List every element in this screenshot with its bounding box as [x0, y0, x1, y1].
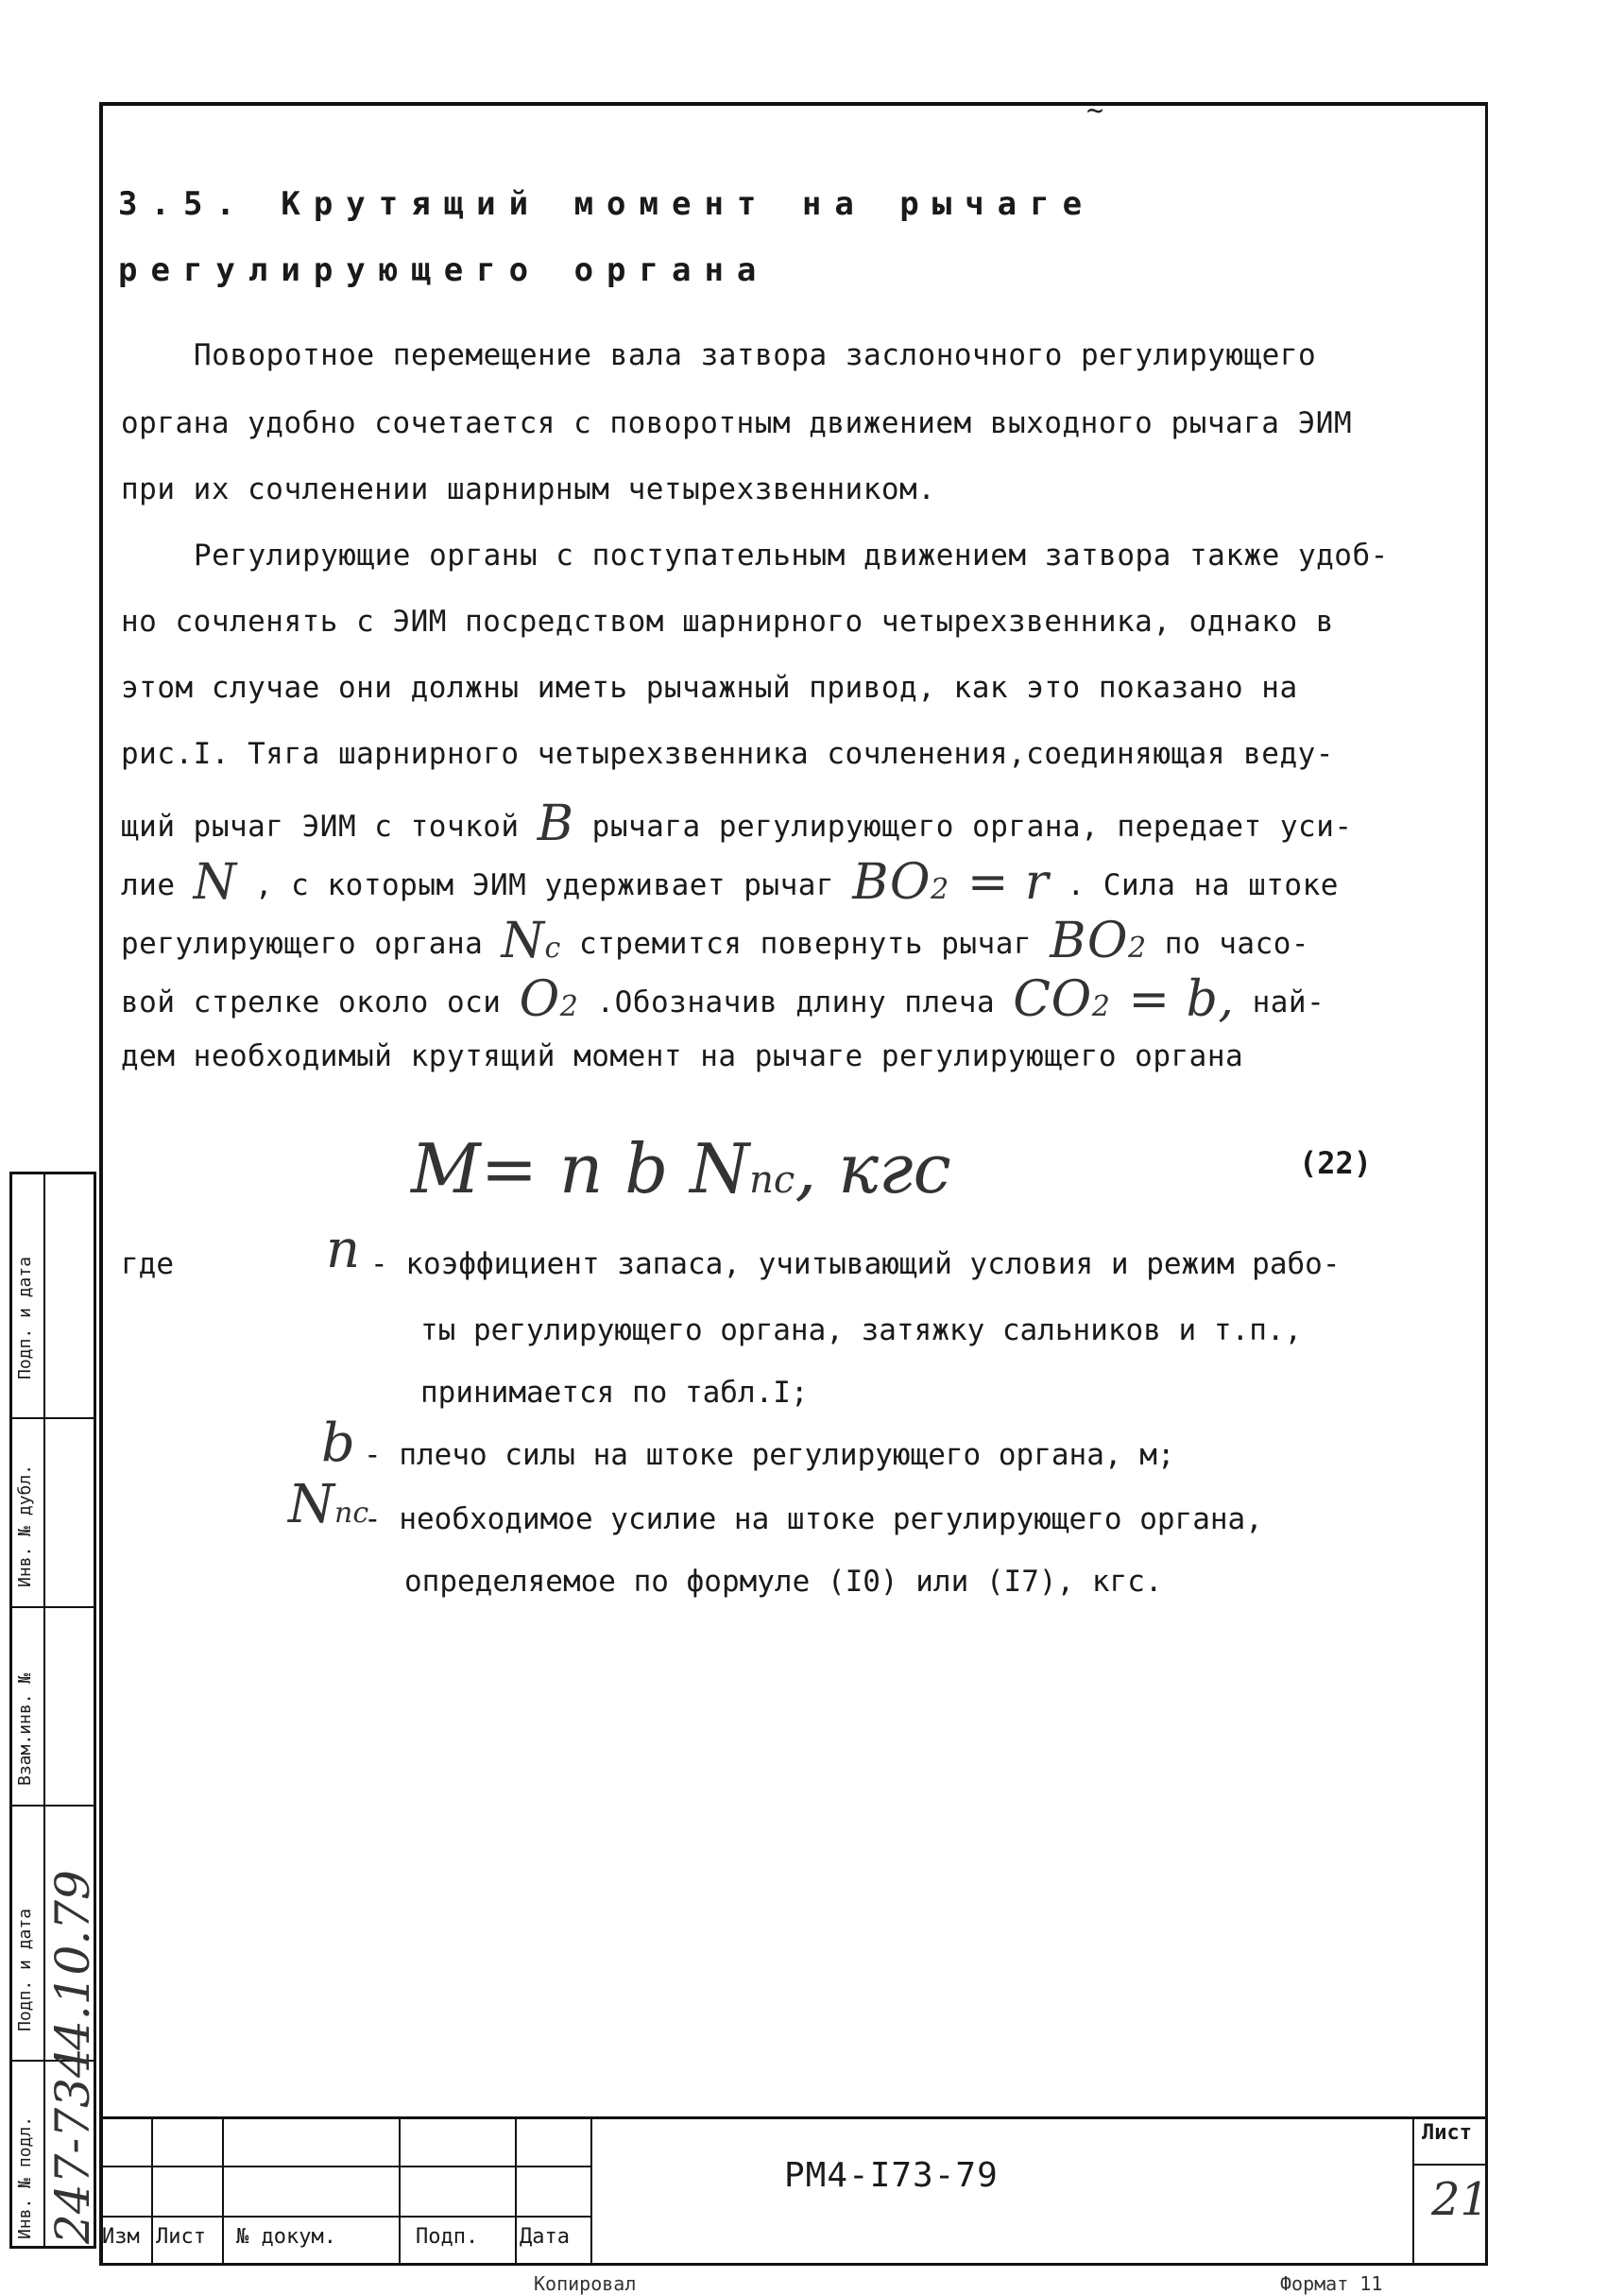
def-nnc-line2: определяемое по формуле (I0) или (I7), кгс.	[404, 1565, 1163, 1599]
para1-line2: органа удобно сочетается с поворотным движением выходного рычага ЭИМ	[121, 406, 1353, 440]
def-n-line3: принимается по табл.I;	[420, 1376, 809, 1410]
text: , с которым ЭИМ удерживает рычаг	[254, 868, 835, 902]
symbol: N	[288, 1474, 334, 1535]
symbol-b-def: b	[321, 1413, 355, 1474]
text: вой стрелке около оси	[121, 985, 502, 1019]
cap-list: Лист	[156, 2225, 206, 2249]
para2-line1: Регулирующие органы с поступательным движением затвора также удоб-	[194, 539, 1389, 573]
margin-label-podp-data: Подп. и дата	[15, 1908, 35, 2031]
title-block-row	[99, 2216, 590, 2218]
cap-data: Дата	[520, 2225, 570, 2249]
title-block-col	[222, 2116, 224, 2266]
text: стремится повернуть рычаг	[578, 927, 1033, 961]
format-label: Формат 11	[1280, 2272, 1383, 2295]
symbol-n: N	[501, 913, 545, 969]
title-block-col	[151, 2116, 153, 2266]
def-n-line1: - коэффициент запаса, учитывающий условия и режим рабо-	[370, 1247, 1341, 1281]
symbol-n: N	[193, 854, 237, 911]
subscript: 2	[559, 990, 579, 1023]
title-block-col	[590, 2116, 592, 2266]
text: щий рычаг ЭИМ с точкой	[121, 810, 520, 844]
title-block-col	[1412, 2116, 1414, 2266]
symbol-eq-b: = b,	[1128, 971, 1235, 1028]
cap-izm: Изм	[102, 2225, 140, 2249]
para2-line5	[121, 792, 1353, 852]
title-block-row	[99, 2166, 590, 2167]
para2-line2: но сочленять с ЭИМ посредством шарнирного четырехзвенника, однако в	[121, 605, 1334, 639]
symbol-o: O	[519, 971, 560, 1028]
para1-line1: Поворотное перемещение вала затвора заслоночного регулирующего	[194, 338, 1317, 372]
formula-lhs: M= n b N	[411, 1129, 750, 1208]
symbol-co: CO	[1013, 971, 1092, 1028]
sheet-label: Лист	[1422, 2121, 1472, 2145]
subscript: 2	[1128, 932, 1147, 965]
text: регулирующего органа	[121, 927, 484, 961]
def-nnc-line1: - необходимое усилие на штоке регулирующего органа,	[364, 1502, 1263, 1536]
formula-subscript: nc	[749, 1158, 795, 1202]
margin-handwritten-inv: 247-734	[45, 2047, 100, 2244]
margin-label-vzam-inv: Взам.инв. №	[15, 1672, 35, 1786]
para2-line3: этом случае они должны иметь рычажный привод, как это показано на	[121, 671, 1298, 705]
para2-line9: дем необходимый крутящий момент на рычаге регулирующего органа	[121, 1039, 1244, 1073]
text: . Сила на штоке	[1067, 868, 1339, 902]
where-label: где	[121, 1247, 174, 1281]
para1-line3: при их сочленении шарнирным четырехзвенником.	[121, 472, 936, 506]
margin-label-podp-data-top: Подп. и дата	[15, 1256, 35, 1379]
symbol-bo: BO	[1050, 913, 1129, 969]
symbol-bo: BO	[852, 854, 932, 911]
cap-podp: Подп.	[416, 2225, 479, 2249]
sheet-number: 21	[1431, 2173, 1490, 2226]
document-number: РМ4-I73-79	[784, 2156, 999, 2195]
copied-label: Копировал	[534, 2272, 637, 2295]
symbol-b-point: B	[537, 796, 574, 852]
margin-label-inv-podl: Инв. № подл.	[15, 2115, 35, 2239]
title-block-col	[515, 2116, 517, 2266]
equation-number: (22)	[1299, 1145, 1373, 1181]
section-heading-line1: 3.5. Крутящий момент на рычаге	[118, 185, 1096, 223]
margin-divider	[9, 1606, 96, 1608]
formula-rhs: , кгс	[795, 1129, 951, 1208]
top-mark: ~	[1086, 94, 1104, 128]
margin-divider	[9, 1805, 96, 1807]
para2-line8	[121, 968, 1325, 1028]
symbol-nnc-def	[288, 1474, 368, 1535]
margin-handwritten-date: 4.10.79	[45, 1870, 100, 2050]
title-block-sheet-divider	[1412, 2164, 1488, 2166]
subscript: nc	[334, 1497, 369, 1530]
subscript: 2	[1091, 990, 1111, 1023]
text: .Обозначив длину плеча	[596, 985, 996, 1019]
cap-ndok: № докум.	[236, 2225, 336, 2249]
text: рычага регулирующего органа, передает уси-	[591, 810, 1353, 844]
para2-line7	[121, 909, 1310, 969]
section-heading-line2: регулирующего органа	[118, 251, 770, 289]
def-b-line1: - плечо силы на штоке регулирующего органа, м;	[364, 1438, 1175, 1472]
symbol-n-def: n	[326, 1219, 361, 1280]
formula-22	[411, 1129, 951, 1208]
title-block-col	[399, 2116, 401, 2266]
subscript: 2	[931, 873, 949, 906]
margin-label-inv-dubl: Инв. № дубл.	[15, 1464, 35, 1587]
text: по часо-	[1164, 927, 1310, 961]
def-n-line2: ты регулирующего органа, затяжку сальников и т.п.,	[420, 1313, 1303, 1347]
margin-divider	[9, 1417, 96, 1419]
para2-line6	[121, 850, 1339, 911]
text: най-	[1252, 985, 1325, 1019]
text: лие	[121, 868, 176, 902]
para2-line4: рис.I. Тяга шарнирного четырехзвенника сочленения,соединяющая веду-	[121, 737, 1334, 771]
subscript: c	[544, 932, 561, 965]
symbol-eq-r: = r	[966, 854, 1050, 911]
